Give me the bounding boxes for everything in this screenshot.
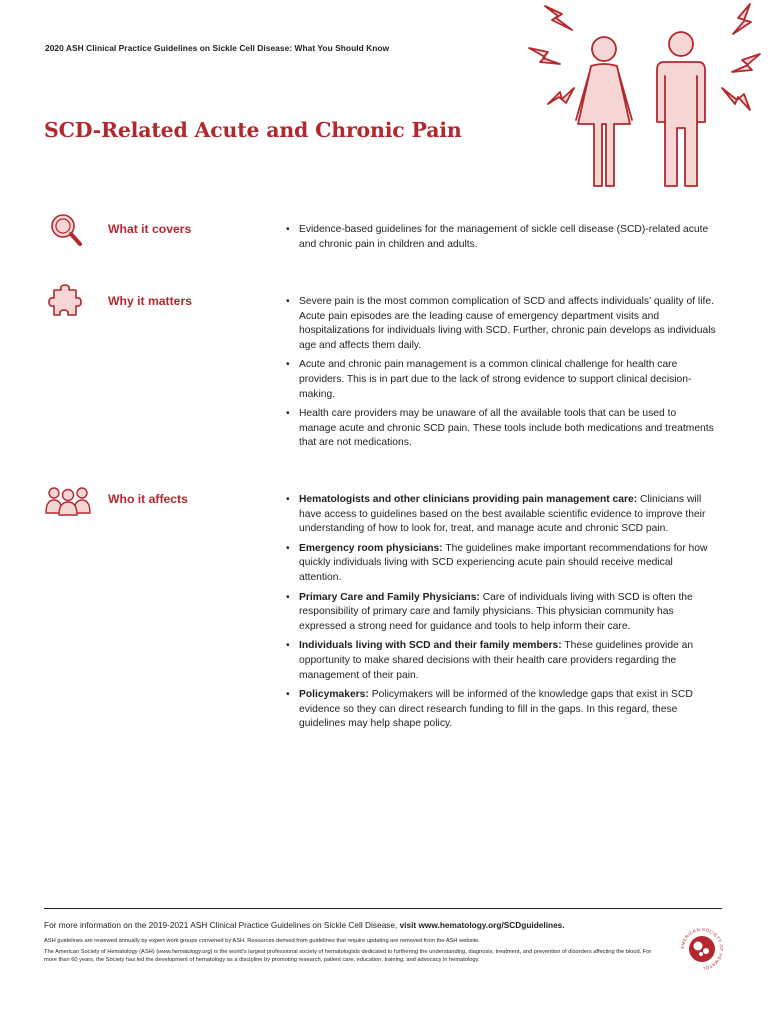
footer-about: The American Society of Hematology (ASH) (www.hematology.org) is the world’s largest professional society of hematologists dedicated to furthering the understanding, diagnosis, treatment, and prevention of disorders affecting the blood. For more than 60 years, the Society has led the development of hematology as a discipline by promoting research, patient care, education, training, and advocacy in hematology. — [44, 949, 652, 964]
list-item: • Emergency room physicians: The guidelines make important recommendations for how quickly individuals living with SCD experiencing acute pain should receive medical attention. — [286, 542, 716, 586]
hematology-link[interactable]: www.hematology.org — [158, 949, 211, 955]
group-of-people-icon — [44, 486, 92, 516]
ash-seal-logo — [676, 923, 728, 975]
svg-text:AMERICAN SOCIETY OF HEMATOLOGY: AMERICAN SOCIETY OF HEMATOL — [679, 926, 725, 972]
list-item: • Evidence-based guidelines for the management of sickle cell disease (SCD)-related acute and chronic pain in children and adults. — [286, 223, 716, 252]
list-item: • Hematologists and other clinicians providing pain management care: Clinicians will have access to guidelines based on the best available scientific evidence to improve their understanding of how to look for, treat, and manage acute and chronic SCD pain. — [286, 493, 716, 537]
footer-info: For more information on the 2019-2021 ASH Clinical Practice Guidelines on Sickle Cell Disease, visit www.hematology.org/SCDguidelines. — [44, 920, 565, 930]
woman-and-man-in-pain-icon — [520, 0, 768, 200]
section-label-what-it-covers: What it covers — [108, 222, 192, 236]
page-title: SCD-Related Acute and Chronic Pain — [44, 118, 462, 142]
guidelines-link[interactable]: visit www.hematology.org/SCDguidelines. — [399, 920, 565, 930]
list-item: • Primary Care and Family Physicians: Care of individuals living with SCD is often the responsibility of primary care and family physicians. This physician community has expressed a strong need for guidance and tools to help inform their care. — [286, 591, 716, 635]
bullet-list-what-it-covers — [286, 223, 716, 257]
bullet-list-why-it-matters — [286, 295, 716, 456]
puzzle-piece-icon — [44, 284, 84, 320]
list-item: • Acute and chronic pain management is a common clinical challenge for health care providers. This is in part due to the lack of strong evidence to support clinical decision-making. — [286, 358, 716, 402]
list-item: • Individuals living with SCD and their family members: These guidelines provide an opportunity to make shared decisions with their health care providers regarding the management of their pain. — [286, 639, 716, 683]
footer-review-note: ASH guidelines are reviewed annually by expert work groups convened by ASH. Resources derived from guidelines that require updating are removed from the ASH website. — [44, 938, 480, 944]
section-label-why-it-matters: Why it matters — [108, 294, 192, 308]
bullet-list-who-it-affects — [286, 493, 716, 737]
list-item: • Health care providers may be unaware of all the available tools that can be used to manage acute and chronic SCD pain. These tools include both medications and treatments that are not medications. — [286, 407, 716, 451]
top-label: 2020 ASH Clinical Practice Guidelines on Sickle Cell Disease: What You Should Know — [45, 43, 390, 53]
section-label-who-it-affects: Who it affects — [108, 492, 188, 506]
footer-divider — [44, 908, 722, 909]
list-item: • Severe pain is the most common complication of SCD and affects individuals’ quality of life. Acute pain episodes are the leading cause of emergency department visits and hospitalizations for individuals living with SCD. Further, chronic pain develops as individuals age and affects them daily. — [286, 295, 716, 353]
list-item: • Policymakers: Policymakers will be informed of the knowledge gaps that exist in SCD evidence so they can direct research funding to fill in the gaps. In this regard, these guidelines may help shape policy. — [286, 688, 716, 732]
magnifier-icon — [44, 212, 84, 248]
